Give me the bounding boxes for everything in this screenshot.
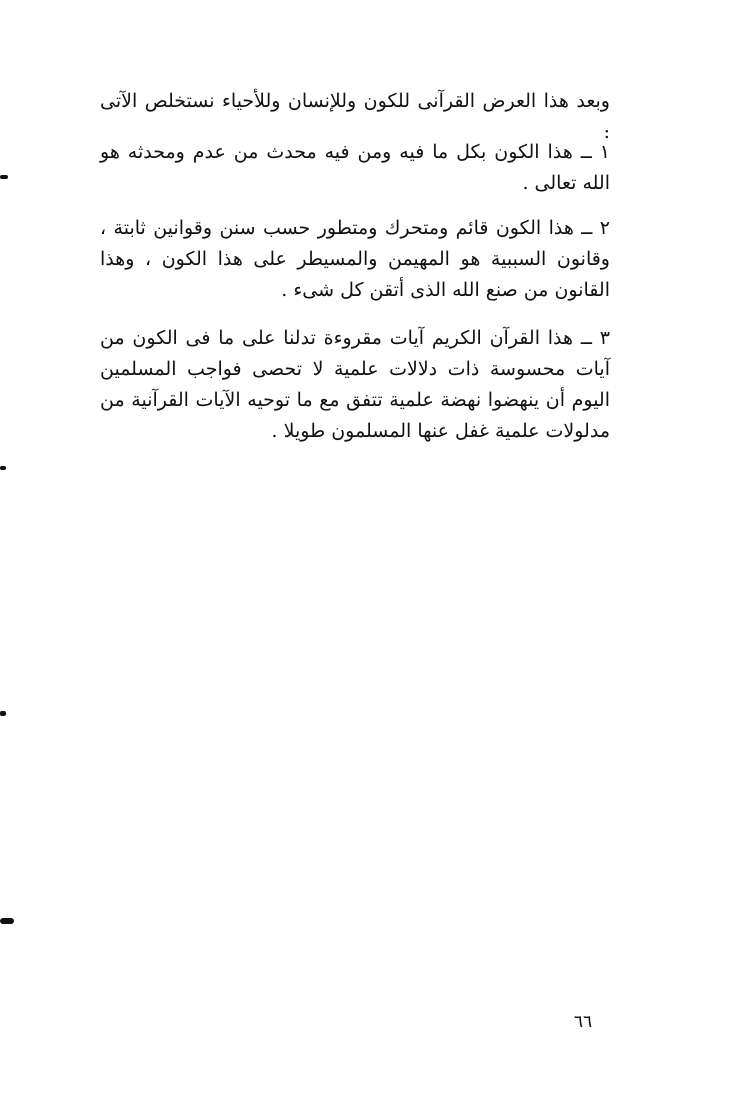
list-item-text: ١ ــ هذا الكون بكل ما فيه ومن فيه محدث من عدم ومحدثه هو الله تعالى . bbox=[100, 141, 610, 194]
list-item-1 bbox=[100, 137, 610, 199]
scan-edge-mark bbox=[0, 918, 14, 924]
scan-edge-mark bbox=[0, 175, 8, 179]
page-number: ٦٦ bbox=[573, 1012, 593, 1032]
list-item-text: ٣ ــ هذا القرآن الكريم آيات مقروءة تدلنا على ما فى الكون من آيات محسوسة ذات دلالات علمية لا تحصى فواجب المسلمين اليوم أن ينهضوا نهضة علمية تتفق مع ما توحيه الآيات القرآنية من مدلولات علمية غفل عنها المسلمون طويلا . bbox=[100, 327, 610, 442]
scan-edge-mark bbox=[0, 466, 6, 470]
list-item-text: ٢ ــ هذا الكون قائم ومتحرك ومتطور حسب سنن وقوانين ثابتة ، وقانون السببية هو المهيمن والمسيطر على هذا الكون ، وهذا القانون من صنع الله الذى أتقن كل شىء . bbox=[100, 217, 610, 301]
scan-edge-mark bbox=[0, 711, 6, 716]
intro-text: وبعد هذا العرض القرآنى للكون وللإنسان وللأحياء نستخلص الآتى : bbox=[100, 90, 610, 143]
list-item-2 bbox=[100, 213, 610, 306]
list-item-3 bbox=[100, 323, 610, 447]
